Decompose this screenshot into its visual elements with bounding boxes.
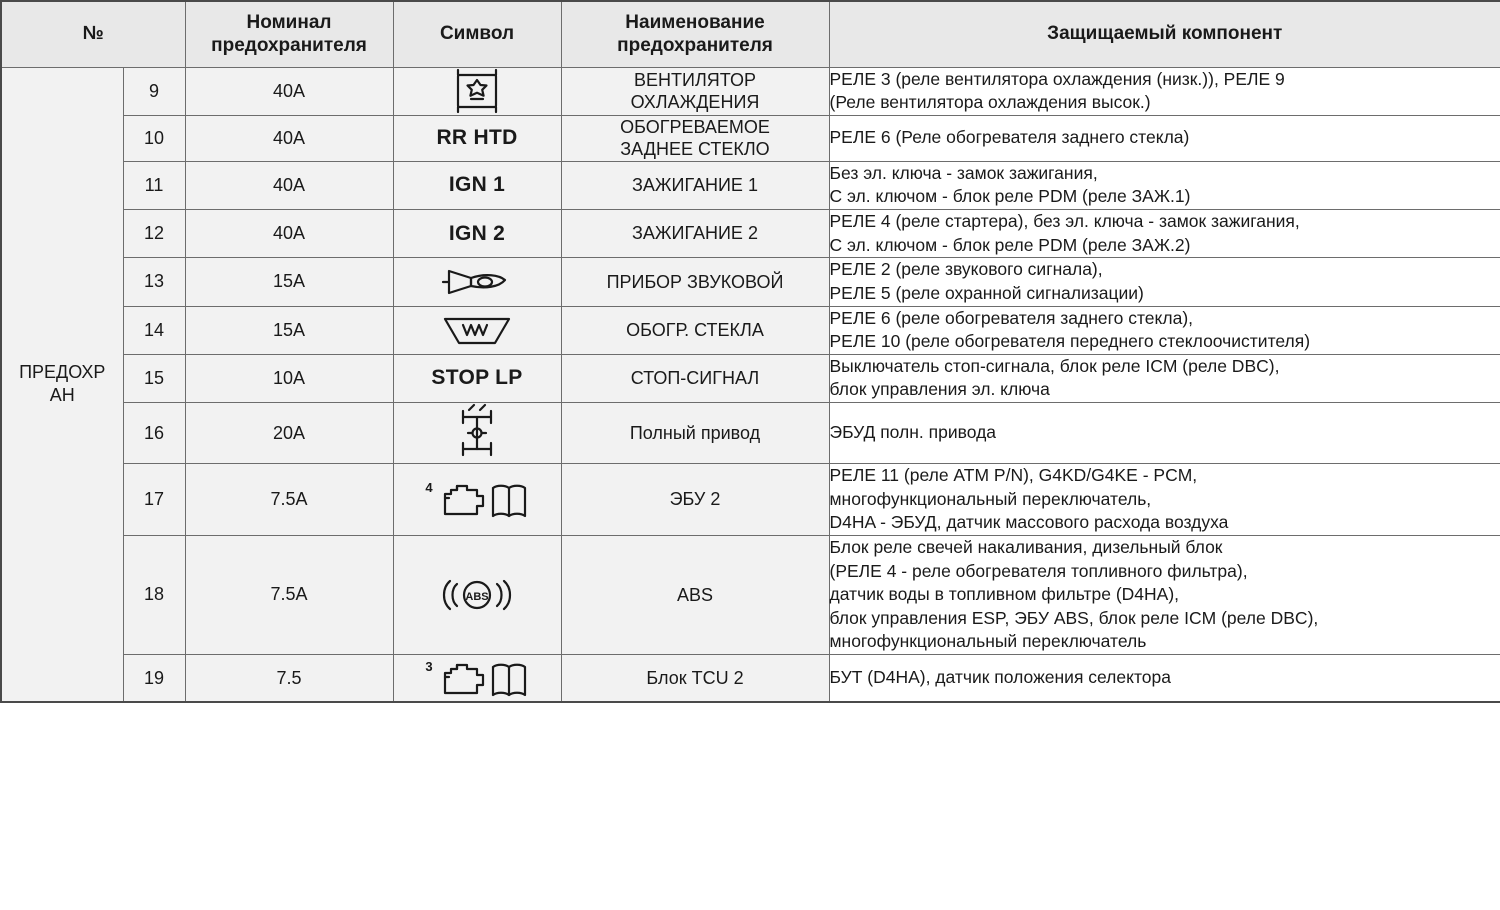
protected-component-cell (829, 535, 1500, 654)
four-wheel-drive-icon (452, 403, 502, 463)
component-line: Выключатель стоп-сигнала, блок реле ICM (реле DBC), (829, 355, 1280, 376)
fuse-name-cell (561, 306, 829, 354)
component-line: РЕЛЕ 6 (реле обогревателя заднего стекла), (829, 307, 1194, 328)
symbol-text: STOP LP (431, 366, 523, 390)
table-row (1, 161, 1500, 209)
fuse-name-cell (561, 67, 829, 115)
fuse-rating-cell: 40A (185, 161, 393, 209)
protected-component-cell (829, 306, 1500, 354)
fuse-number-cell: 10 (123, 115, 185, 161)
table-row (1, 403, 1500, 464)
protected-component-cell (829, 67, 1500, 115)
protected-component-cell (829, 403, 1500, 464)
horn-icon (441, 263, 513, 301)
fuse-symbol-cell (393, 464, 561, 536)
component-line: РЕЛЕ 10 (реле обогревателя переднего стеклоочистителя) (829, 331, 1311, 352)
fuse-name-line: Полный привод (629, 422, 761, 443)
fan-icon (451, 68, 503, 114)
fuse-rating-cell: 15A (185, 306, 393, 354)
symbol-superscript: 3 (425, 659, 433, 674)
symbol-graphic (394, 403, 561, 463)
fuse-name-line: ЗАДНЕЕ СТЕКЛО (620, 139, 770, 160)
table-row (1, 306, 1500, 354)
table-row (1, 464, 1500, 536)
header-name (561, 1, 829, 67)
protected-component-cell (829, 258, 1500, 306)
fuse-name-line: ABS (676, 584, 714, 605)
component-line: D4HA - ЭБУД, датчик массового расхода воздуха (829, 512, 1229, 533)
component-line: (Реле вентилятора охлаждения высок.) (829, 92, 1151, 113)
component-line: РЕЛЕ 11 (реле ATM P/N), G4KD/G4KE - PCM, (829, 465, 1198, 485)
fuse-rating-cell: 15A (185, 258, 393, 306)
fuse-name-cell (561, 354, 829, 402)
fuse-symbol-cell (393, 535, 561, 654)
component-line: ЭБУД полн. привода (829, 422, 997, 443)
component-line: Без эл. ключа - замок зажигания, (829, 162, 1098, 183)
protected-component-cell (829, 210, 1500, 258)
fuse-rating-cell: 7.5 (185, 655, 393, 703)
fuse-symbol-cell (393, 210, 561, 258)
protected-component-cell (829, 161, 1500, 209)
fuse-number-cell: 11 (123, 161, 185, 209)
group-label-cell (1, 67, 123, 702)
svg-text:ABS: ABS (465, 590, 489, 603)
component-line: Блок реле свечей накаливания, дизельный блок (829, 536, 1223, 557)
header-symbol: Символ (393, 1, 561, 67)
fuse-name-line: ОБОГР. СТЕКЛА (626, 319, 764, 340)
rear-defrost-icon (439, 311, 515, 349)
fuse-name-line: ЭБУ 2 (669, 489, 721, 510)
fuse-rating-cell: 40A (185, 67, 393, 115)
component-line: датчик воды в топливном фильтре (D4HA), (829, 584, 1180, 605)
fuse-number-cell: 14 (123, 306, 185, 354)
fuse-symbol-cell (393, 67, 561, 115)
fuse-name-line: Блок TCU 2 (646, 667, 744, 688)
fuse-number-cell: 16 (123, 403, 185, 464)
symbol-graphic (394, 476, 561, 522)
table-row (1, 655, 1500, 703)
fuse-name-cell (561, 258, 829, 306)
symbol-graphic (394, 68, 561, 114)
fuse-rating-cell: 7.5A (185, 535, 393, 654)
header-rating-line1: Номинал (246, 11, 332, 33)
component-line: (РЕЛЕ 4 - реле обогревателя топливного фильтра), (829, 560, 1248, 581)
fuse-symbol-cell (393, 115, 561, 161)
component-line: РЕЛЕ 5 (реле охранной сигнализации) (829, 282, 1144, 303)
table-row (1, 115, 1500, 161)
fuse-name-cell (561, 535, 829, 654)
table-body (1, 67, 1500, 702)
table-row (1, 258, 1500, 306)
component-line: блок управления эл. ключа (829, 379, 1050, 400)
fuse-name-line: ЗАЖИГАНИЕ 2 (632, 223, 758, 244)
group-label-line1: ПРЕДОХР (19, 361, 106, 382)
fuse-rating-cell: 7.5A (185, 464, 393, 536)
header-rating (185, 1, 393, 67)
component-line: многофункциональный переключатель (829, 631, 1147, 652)
protected-component-cell (829, 655, 1500, 703)
fuse-name-line: ОХЛАЖДЕНИЯ (630, 92, 760, 113)
component-line: С эл. ключом - блок реле PDM (реле ЗАЖ.2) (829, 234, 1191, 255)
fuse-rating-cell: 40A (185, 115, 393, 161)
header-name-line2: предохранителя (617, 35, 773, 57)
fuse-number-cell: 19 (123, 655, 185, 703)
component-line: БУТ (D4HA), датчик положения селектора (829, 667, 1171, 688)
fuse-symbol-cell (393, 655, 561, 703)
symbol-graphic (394, 655, 561, 701)
protected-component-cell (829, 354, 1500, 402)
fuse-name-line: ВЕНТИЛЯТОР (634, 69, 756, 90)
symbol-text: IGN 1 (448, 173, 506, 197)
symbol-graphic (394, 311, 561, 349)
table-row (1, 535, 1500, 654)
fuse-name-line: ПРИБОР ЗВУКОВОЙ (606, 271, 784, 292)
fuse-number-cell: 17 (123, 464, 185, 536)
component-line: РЕЛЕ 6 (Реле обогревателя заднего стекла) (829, 127, 1190, 148)
fuse-name-line: СТОП-СИГНАЛ (630, 368, 760, 389)
protected-component-cell (829, 464, 1500, 536)
engine-ecu-icon (437, 655, 529, 701)
fuse-symbol-cell (393, 306, 561, 354)
fuse-number-cell: 9 (123, 67, 185, 115)
symbol-graphic (394, 263, 561, 301)
header-component: Защищаемый компонент (829, 1, 1500, 67)
fuse-name-cell (561, 161, 829, 209)
fuse-symbol-cell (393, 161, 561, 209)
fuse-name-line: ОБОГРЕВАЕМОЕ (620, 116, 770, 137)
group-label-line2: АН (49, 385, 75, 406)
symbol-graphic (394, 575, 561, 615)
header-name-line1: Наименование (625, 11, 765, 33)
table-row (1, 354, 1500, 402)
fuse-rating-cell: 20A (185, 403, 393, 464)
component-line: блок управления ESP, ЭБУ ABS, блок реле ICM (реле DBC), (829, 607, 1319, 628)
abs-icon (437, 575, 517, 615)
header-rating-line2: предохранителя (211, 35, 367, 57)
component-line: многофункциональный переключатель, (829, 488, 1152, 509)
fuse-symbol-cell (393, 403, 561, 464)
table-row (1, 210, 1500, 258)
fuse-number-cell: 15 (123, 354, 185, 402)
symbol-superscript: 4 (425, 480, 433, 496)
fuse-rating-cell: 10A (185, 354, 393, 402)
component-line: РЕЛЕ 2 (реле звукового сигнала), (829, 259, 1103, 280)
fuse-symbol-cell (393, 258, 561, 306)
fuse-name-cell (561, 655, 829, 703)
symbol-text: IGN 2 (448, 221, 506, 245)
fuse-number-cell: 18 (123, 535, 185, 654)
protected-component-cell (829, 115, 1500, 161)
table-header (1, 1, 1500, 67)
component-line: С эл. ключом - блок реле PDM (реле ЗАЖ.1) (829, 186, 1191, 207)
component-line: РЕЛЕ 4 (реле стартера), без эл. ключа - замок зажигания, (829, 211, 1300, 231)
table-row (1, 67, 1500, 115)
fuse-rating-cell: 40A (185, 210, 393, 258)
fuse-name-line: ЗАЖИГАНИЕ 1 (632, 175, 758, 196)
component-line: РЕЛЕ 3 (реле вентилятора охлаждения (низк.)), РЕЛЕ 9 (829, 68, 1285, 89)
fuse-name-cell (561, 115, 829, 161)
fuse-number-cell: 12 (123, 210, 185, 258)
fuse-name-cell (561, 210, 829, 258)
symbol-text: RR HTD (436, 126, 518, 150)
fuse-name-cell (561, 403, 829, 464)
fuse-number-cell: 13 (123, 258, 185, 306)
fuse-symbol-cell (393, 354, 561, 402)
header-number: № (1, 1, 185, 67)
engine-ecu-icon (437, 476, 529, 522)
fuse-name-cell (561, 464, 829, 536)
